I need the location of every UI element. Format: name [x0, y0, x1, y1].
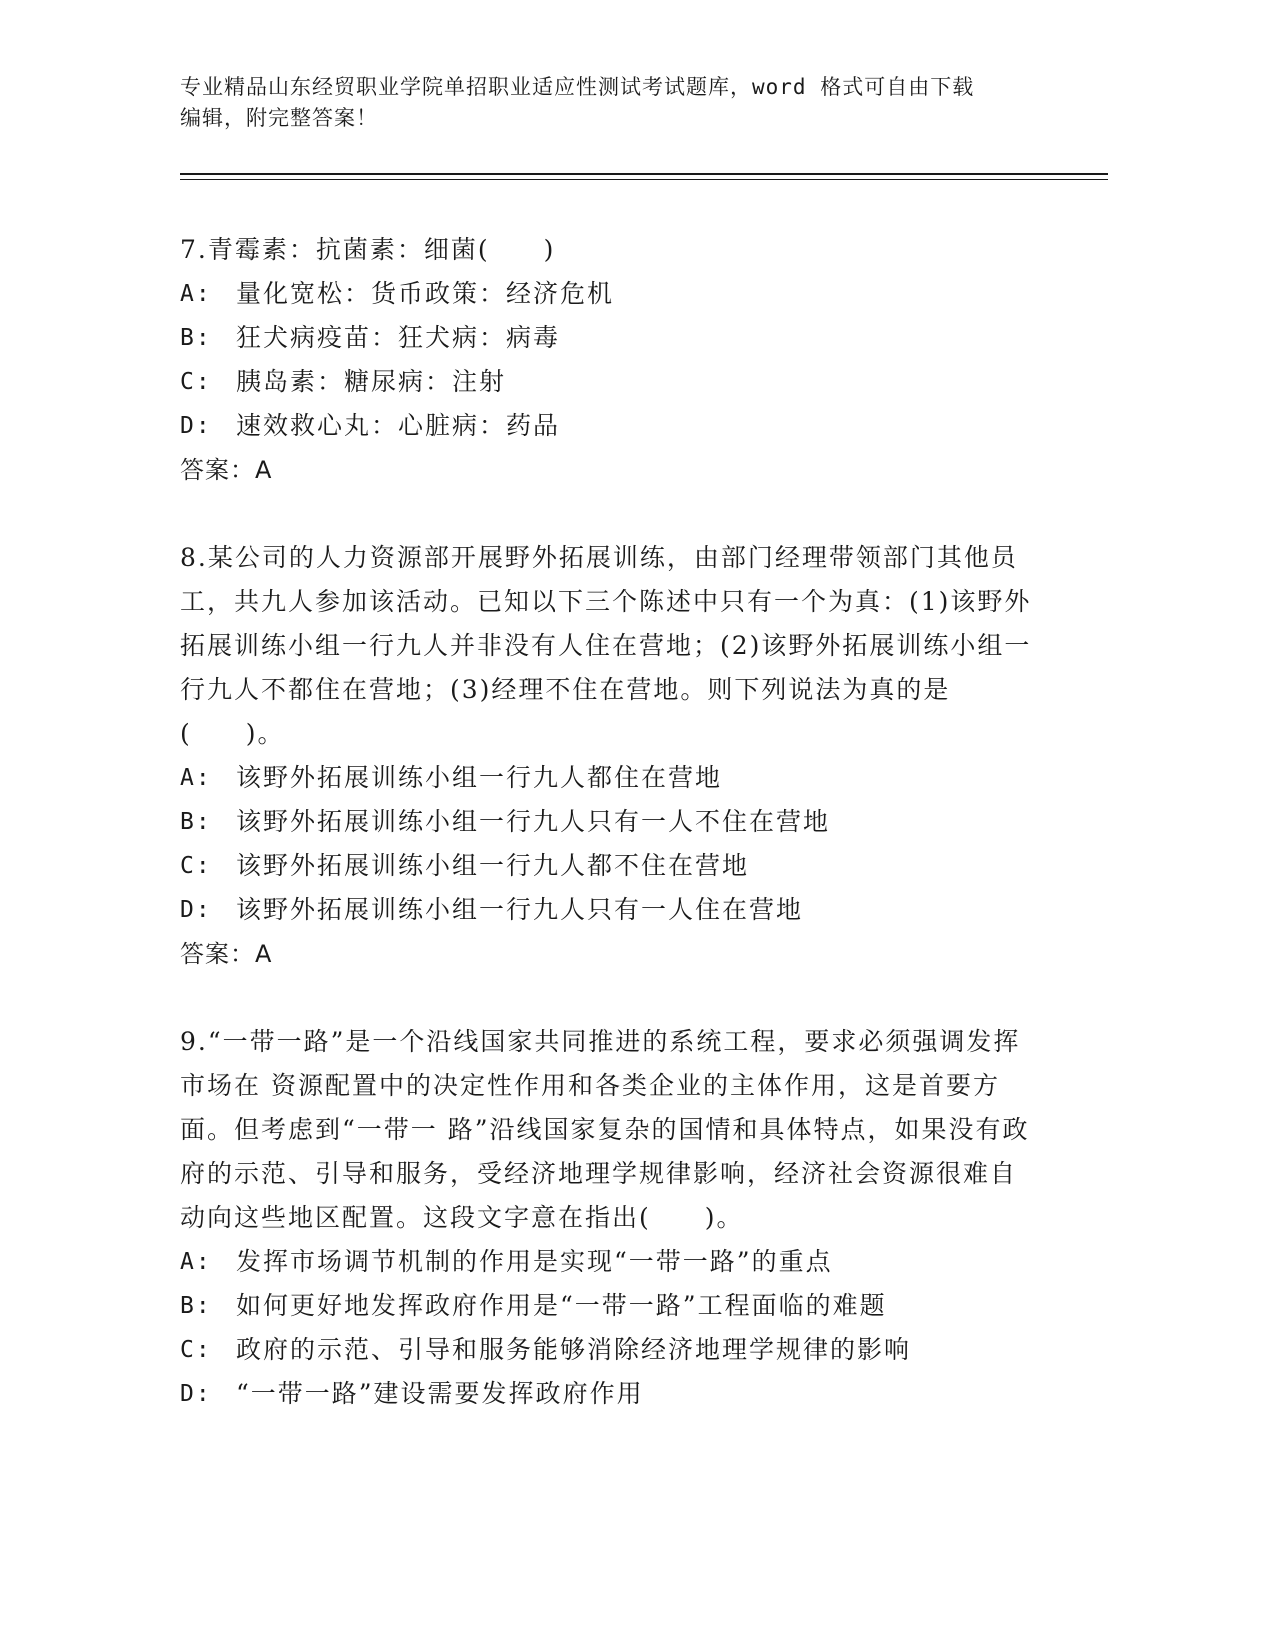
question-stem: 9.“一带一路”是一个沿线国家共同推进的系统工程，要求必须强调发挥市场在 资源配置中的决定性作用和各类企业的主体作用，这是首要方面。但考虑到“一带一 路”沿线国家复杂的国情和具体特点，如果没有政府的示范、引导和服务，受经济地理学规律影响，经济社会资源很难自动向这些地区配置。这段文字意在指出( )。 — [180, 1027, 1030, 1232]
option-text: 如何更好地发挥政府作用是“一带一路”工程面临的难题 — [236, 1291, 887, 1320]
option-letter: C: — [180, 1337, 212, 1363]
option-letter: D: — [180, 897, 212, 923]
option-letter: A: — [180, 1249, 212, 1275]
option-letter: C: — [180, 853, 212, 879]
option-letter: B: — [180, 809, 212, 835]
option-text: 量化宽松：货币政策：经济危机 — [236, 279, 615, 308]
option-letter: C: — [180, 369, 212, 395]
question-stem: 8.某公司的人力资源部开展野外拓展训练，由部门经理带领部门其他员工，共九人参加该活动。已知以下三个陈述中只有一个为真：(1)该野外拓展训练小组一行九人并非没有人住在营地；(2)该野外拓展训练小组一行九人不都住在营地；(3)经理不住在营地。则下列说法为真的是( )。 — [180, 543, 1032, 748]
question-list — [180, 228, 1040, 1460]
option-text: 狂犬病疫苗：狂犬病：病毒 — [236, 323, 561, 352]
option-d — [180, 1372, 1040, 1416]
document-header — [180, 72, 1040, 134]
header-line-1: 专业精品山东经贸职业学院单招职业适应性测试考试题库，word 格式可自由下载 — [180, 75, 975, 99]
header-divider-thick — [180, 173, 1108, 175]
question-stem: 7.青霉素：抗菌素：细菌( ) — [180, 235, 556, 264]
option-b — [180, 1284, 1040, 1328]
option-letter: A: — [180, 281, 212, 307]
question-8 — [180, 536, 1040, 976]
option-c — [180, 360, 1040, 404]
option-c — [180, 1328, 1040, 1372]
option-letter: D: — [180, 413, 212, 439]
answer-line: 答案：A — [180, 940, 273, 968]
option-a — [180, 272, 1040, 316]
option-text: 胰岛素：糖尿病：注射 — [236, 367, 507, 396]
option-text: 该野外拓展训练小组一行九人只有一人住在营地 — [236, 895, 804, 924]
option-d — [180, 888, 1040, 932]
option-b — [180, 800, 1040, 844]
option-b — [180, 316, 1040, 360]
option-text: 政府的示范、引导和服务能够消除经济地理学规律的影响 — [236, 1335, 912, 1364]
option-text: 发挥市场调节机制的作用是实现“一带一路”的重点 — [236, 1247, 833, 1276]
answer-line: 答案：A — [180, 456, 273, 484]
question-7 — [180, 228, 1040, 492]
question-9 — [180, 1020, 1040, 1416]
option-letter: A: — [180, 765, 212, 791]
option-text: 该野外拓展训练小组一行九人都住在营地 — [236, 763, 723, 792]
header-line-2: 编辑，附完整答案！ — [180, 106, 378, 130]
option-letter: B: — [180, 1293, 212, 1319]
option-c — [180, 844, 1040, 888]
option-a — [180, 756, 1040, 800]
header-divider-thin — [180, 179, 1108, 180]
option-text: “一带一路”建设需要发挥政府作用 — [236, 1379, 644, 1408]
option-text: 该野外拓展训练小组一行九人只有一人不住在营地 — [236, 807, 831, 836]
option-d — [180, 404, 1040, 448]
option-text: 该野外拓展训练小组一行九人都不住在营地 — [236, 851, 750, 880]
option-a — [180, 1240, 1040, 1284]
option-letter: D: — [180, 1381, 212, 1407]
option-text: 速效救心丸：心脏病：药品 — [236, 411, 561, 440]
option-letter: B: — [180, 325, 212, 351]
